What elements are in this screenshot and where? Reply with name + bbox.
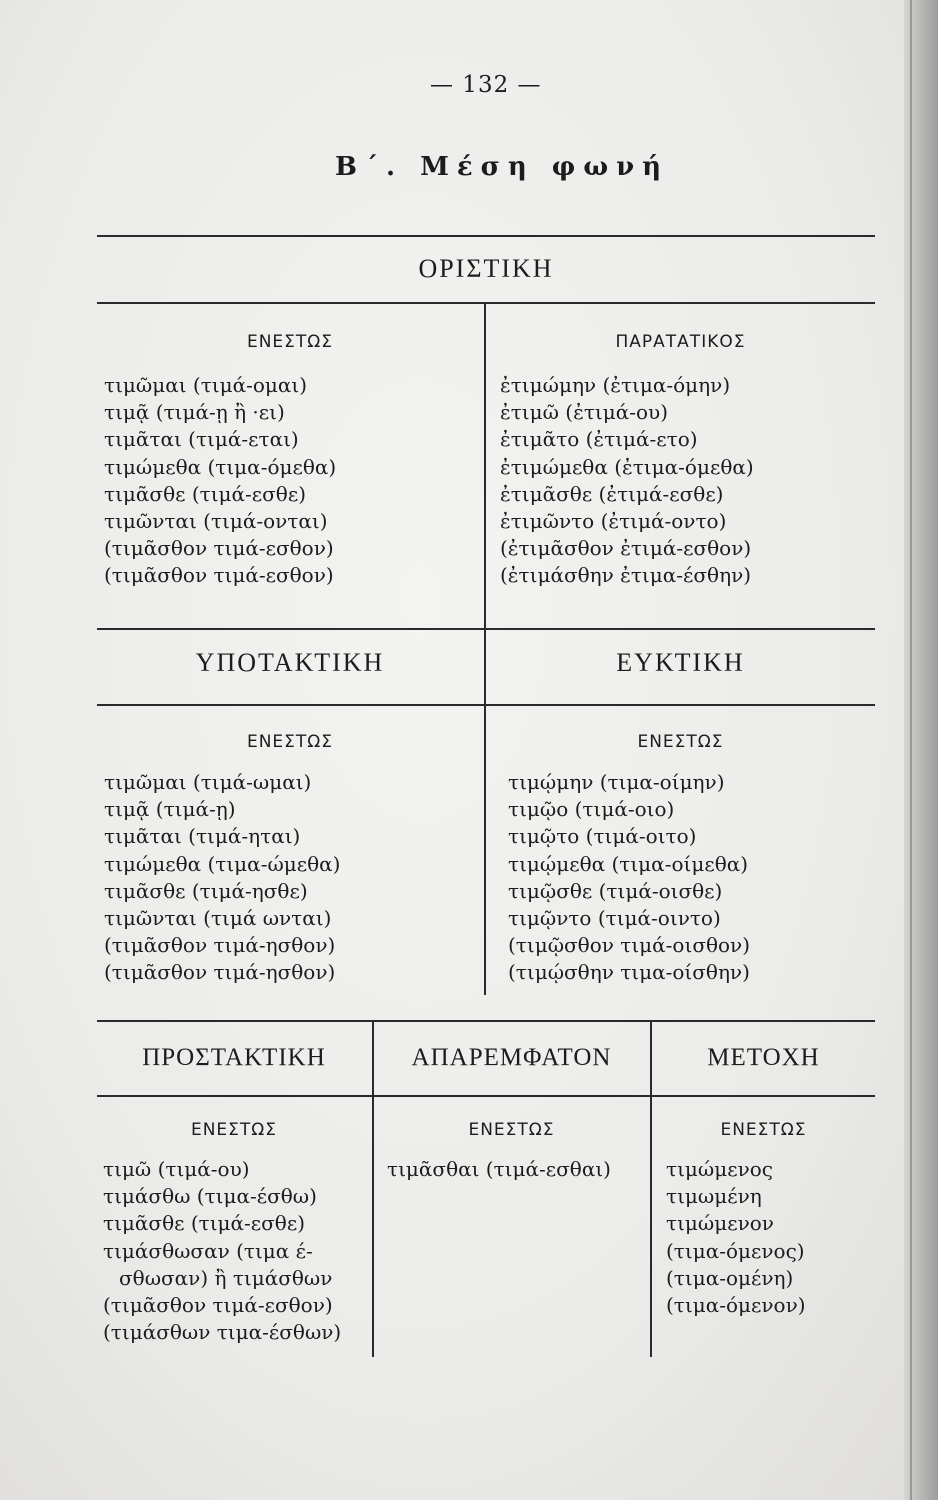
mood-title-optative: ΕΥΚΤΙΚΗ bbox=[616, 648, 745, 677]
form-line: τιμώμεθα (τιμα-όμεθα) bbox=[104, 454, 337, 479]
form-line: (τιμᾶσθον τιμά-εσθον) bbox=[103, 1293, 333, 1318]
form-line: (τιμᾶσθον τιμά-ησθον) bbox=[104, 933, 336, 958]
mood-title-subjunctive: ΥΠΟΤΑΚΤΙΚΗ bbox=[195, 648, 385, 677]
form-line: τιμάσθωσαν (τιμα έ- bbox=[103, 1238, 313, 1263]
form-line: τιμᾶσθαι (τιμά-εσθαι) bbox=[387, 1157, 611, 1181]
form-line: τιμῶ (τιμά-ου) bbox=[103, 1157, 250, 1181]
form-line: τιμῶμαι (τιμά-ωμαι) bbox=[104, 770, 312, 794]
form-line: τιμᾶται (τιμά-ηται) bbox=[104, 824, 301, 849]
form-line: τιμᾶσθε (τιμά-ησθε) bbox=[104, 878, 308, 903]
divider-subjunctive bbox=[97, 704, 875, 706]
form-line: τιμῷσθε (τιμά-οισθε) bbox=[508, 878, 723, 903]
divider-imperative bbox=[97, 1095, 875, 1097]
form-line: τιμῷντο (τιμά-οιντο) bbox=[508, 906, 721, 931]
divider-top bbox=[97, 235, 875, 237]
page-number: — 132 — bbox=[430, 72, 542, 98]
form-line: τιμῴμην (τιμα-οίμην) bbox=[508, 770, 725, 794]
form-line: ἐτιμᾶσθε (ἐτιμά-εσθε) bbox=[500, 481, 724, 506]
form-line: τιμᾷ (τιμά-ῃ) bbox=[104, 797, 236, 822]
form-line: τιμᾶσθε (τιμά-εσθε) bbox=[103, 1211, 306, 1236]
form-list-participle-present bbox=[666, 1156, 806, 1319]
divider-indicative bbox=[97, 302, 875, 304]
form-list-indicative-present bbox=[104, 372, 336, 590]
form-line: (τιμᾶσθον τιμά-ησθον) bbox=[104, 960, 336, 985]
form-line: τιμώμενος bbox=[666, 1157, 773, 1181]
tense-label-indicative-present: ΕΝΕΣΤΩΣ bbox=[246, 332, 334, 352]
form-line: (τιμα-όμενον) bbox=[666, 1293, 806, 1318]
form-line: τιμῶνται (τιμά ωνται) bbox=[104, 906, 332, 931]
tense-label-participle-present: ΕΝΕΣΤΩΣ bbox=[720, 1120, 807, 1140]
form-line: τιμῶμαι (τιμά-ομαι) bbox=[104, 373, 308, 397]
form-line: τιμῴμεθα (τιμα-οίμεθα) bbox=[508, 851, 749, 876]
form-list-optative-present bbox=[508, 769, 750, 987]
form-list-subjunctive-present bbox=[104, 769, 340, 987]
form-line: (τιμάσθων τιμα-έσθων) bbox=[103, 1320, 342, 1345]
form-line: τιμῶνται (τιμά-ονται) bbox=[104, 509, 328, 534]
form-line: (τιμῴσθην τιμα-οίσθην) bbox=[508, 960, 750, 985]
form-line: τιμωμένη bbox=[666, 1184, 762, 1209]
divider-imperative-top bbox=[97, 1020, 875, 1022]
voice-title: Β΄. Μέση φωνή bbox=[335, 152, 670, 182]
form-list-infinitive-present bbox=[387, 1156, 611, 1183]
form-line: (ἐτιμάσθην ἐτιμα-έσθην) bbox=[500, 563, 752, 588]
tense-label-imperative-present: ΕΝΕΣΤΩΣ bbox=[190, 1120, 278, 1140]
form-line: τιμᾶται (τιμά-εται) bbox=[104, 427, 299, 452]
tense-label-indicative-imperfect: ΠΑΡΑΤΑΤΙΚΟΣ bbox=[615, 332, 746, 352]
form-line: ἐτιμᾶτο (ἐτιμά-ετο) bbox=[500, 427, 698, 452]
tense-label-optative-present: ΕΝΕΣΤΩΣ bbox=[637, 732, 724, 752]
mood-title-participle: ΜΕΤΟΧΗ bbox=[707, 1044, 820, 1071]
form-list-indicative-imperfect bbox=[500, 372, 754, 590]
mood-title-imperative: ΠΡΟΣΤΑΚΤΙΚΗ bbox=[142, 1044, 326, 1071]
tense-label-infinitive-present: ΕΝΕΣΤΩΣ bbox=[468, 1120, 555, 1140]
form-line: ἐτιμώμεθα (ἐτιμα-όμεθα) bbox=[500, 454, 754, 479]
form-line: τιμώμεθα (τιμα-ώμεθα) bbox=[104, 851, 341, 876]
page-edge-line bbox=[910, 0, 912, 1500]
form-line: τιμᾷ (τιμά-ῃ ἢ ·ει) bbox=[104, 400, 285, 425]
form-line: (ἐτιμᾶσθον ἐτιμά-εσθον) bbox=[500, 536, 752, 561]
form-line: τιμᾶσθε (τιμά-εσθε) bbox=[104, 481, 307, 506]
form-line: (τιμα-όμενος) bbox=[666, 1238, 805, 1263]
form-line: τιμῷο (τιμά-οιο) bbox=[508, 797, 675, 822]
form-line: τιμάσθω (τιμα-έσθω) bbox=[103, 1184, 317, 1209]
tense-label-subjunctive-present: ΕΝΕΣΤΩΣ bbox=[246, 732, 334, 752]
form-line: τιμώμενον bbox=[666, 1211, 774, 1236]
column-divider-subjunctive bbox=[484, 629, 486, 995]
form-line: ἐτιμῶντο (ἐτιμά-οντο) bbox=[500, 509, 727, 534]
form-line: (τιμα-ομένη) bbox=[666, 1265, 794, 1290]
form-line: (τιμᾶσθον τιμά-εσθον) bbox=[104, 536, 334, 561]
form-line: ἐτιμώμην (ἐτιμα-όμην) bbox=[500, 373, 731, 397]
form-line: ἐτιμῶ (ἐτιμά-ου) bbox=[500, 400, 669, 425]
divider-subjunctive-top bbox=[97, 628, 875, 630]
form-line: (τιμῷσθον τιμά-οισθον) bbox=[508, 933, 751, 958]
form-list-imperative-present bbox=[103, 1156, 341, 1346]
mood-title-indicative: ΟΡΙΣΤΙΚΗ bbox=[418, 254, 554, 283]
form-line: σθωσαν) ἢ τιμάσθων bbox=[119, 1265, 333, 1290]
form-line: (τιμᾶσθον τιμά-εσθον) bbox=[104, 563, 334, 588]
mood-title-infinitive: ΑΠΑΡΕΜΦΑΤΟΝ bbox=[411, 1044, 612, 1071]
form-line: τιμῷτο (τιμά-οιτο) bbox=[508, 824, 697, 849]
